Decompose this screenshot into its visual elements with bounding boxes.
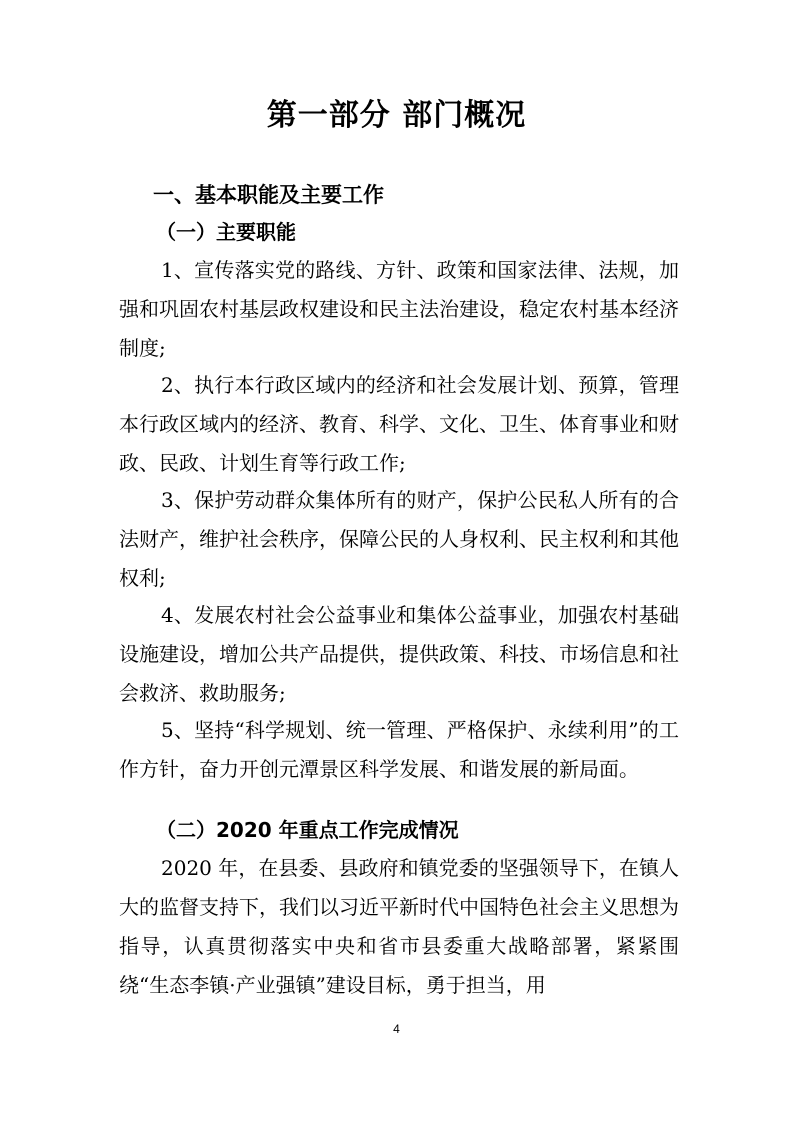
subheading-2020-work: （二）2020 年重点工作完成情况 [156,818,459,842]
function-paragraph-4: 4、发展农村社会公益事业和集体公益事业，加强农村基础设施建设，增加公共产品提供，提供政策、科技、市场信息和社会救济、救助服务; [119,603,679,705]
subheading-main-functions: （一）主要职能 [156,220,296,244]
page-title: 第一部分 部门概况 [266,98,527,133]
function-paragraph-1: 1、宣传落实党的路线、方针、政策和国家法律、法规，加强和巩固农村基层政权建设和民主法治建设，稳定农村基本经济制度; [119,258,679,360]
work-summary-paragraph: 2020 年，在县委、县政府和镇党委的坚强领导下，在镇人大的监督支持下，我们以习近平新时代中国特色社会主义思想为指导，认真贯彻落实中央和省市县委重大战略部署，紧紧围绕“生态李镇·产业强镇”建设目标，勇于担当，用 [119,856,679,997]
section-heading: 一、基本职能及主要工作 [153,183,384,207]
page-number: 4 [393,1022,400,1036]
function-paragraph-5: 5、坚持“科学规划、统一管理、严格保护、永续利用”的工作方针，奋力开创元潭景区科学发展、和谐发展的新局面。 [119,718,679,781]
function-paragraph-2: 2、执行本行政区域内的经济和社会发展计划、预算，管理本行政区域内的经济、教育、科学、文化、卫生、体育事业和财政、民政、计划生育等行政工作; [119,373,679,475]
function-paragraph-3: 3、保护劳动群众集体所有的财产，保护公民私人所有的合法财产，维护社会秩序，保障公民的人身权利、民主权利和其他权利; [119,488,679,590]
